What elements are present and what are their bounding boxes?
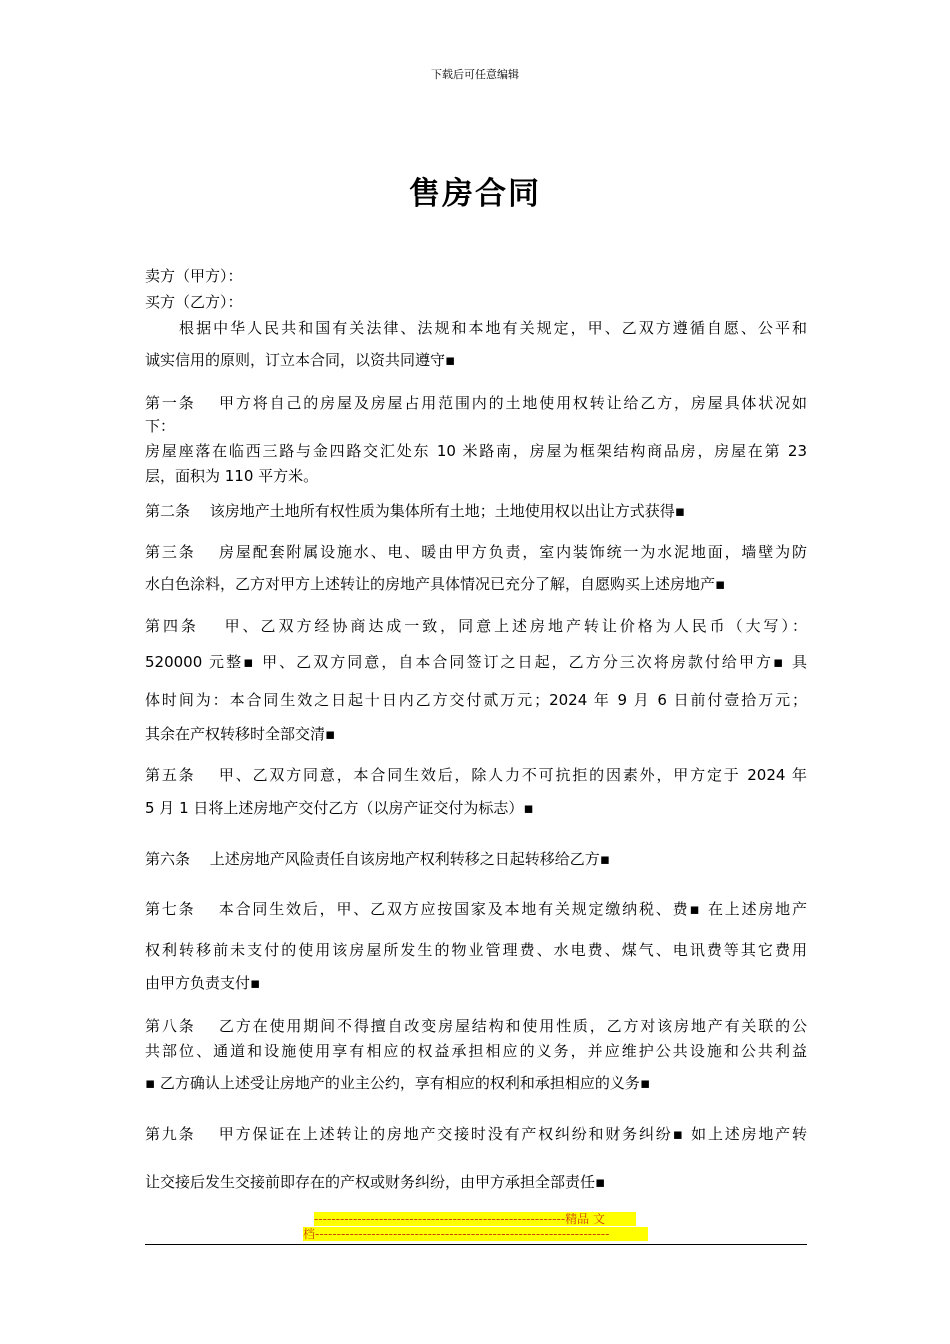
article-9-line-2: 让交接后发生交接前即存在的产权或财务纠纷，由甲方承担全部责任▪ xyxy=(145,1173,606,1191)
article-6-line-1: 第六条 上述房地产风险责任自该房地产权利转移之日起转移给乙方▪ xyxy=(145,850,610,868)
footer-watermark-line-2: 档-------------------------------------------------------------------- xyxy=(303,1227,648,1241)
article-1-line-4: 层，面积为 110 平方米。 xyxy=(145,467,319,485)
page-header: 下载后可任意编辑 xyxy=(431,68,519,81)
article-2-line-1: 第二条 该房地产土地所有权性质为集体所有土地；土地使用权以出让方式获得▪ xyxy=(145,502,685,520)
article-1-line-3: 房屋座落在临西三路与金四路交汇处东 10 米路南，房屋为框架结构商品房，房屋在第 23 xyxy=(145,442,807,460)
article-1-line-2: 下： xyxy=(145,417,176,435)
preamble-line-1: 根据中华人民共和国有关法律、法规和本地有关规定，甲、乙双方遵循自愿、公平和 xyxy=(145,319,807,337)
article-5-line-1: 第五条 甲、乙双方同意，本合同生效后，除人力不可抗拒的因素外，甲方定于 2024 年 xyxy=(145,766,807,784)
preamble-line-2: 诚实信用的原则，订立本合同，以资共同遵守▪ xyxy=(145,351,456,369)
article-7-line-2: 权利转移前未支付的使用该房屋所发生的物业管理费、水电费、煤气、电讯费等其它费用 xyxy=(145,941,807,959)
article-8-line-2: 共部位、通道和设施使用享有相应的权益承担相应的义务，并应维护公共设施和公共利益 xyxy=(145,1042,807,1060)
article-3-line-2: 水白色涂料，乙方对甲方上述转让的房地产具体情况已充分了解，自愿购买上述房地产▪ xyxy=(145,575,726,593)
article-3-line-1: 第三条 房屋配套附属设施水、电、暖由甲方负责，室内装饰统一为水泥地面，墙壁为防 xyxy=(145,543,807,561)
article-8-line-1: 第八条 乙方在使用期间不得擅自改变房屋结构和使用性质，乙方对该房地产有关联的公 xyxy=(145,1017,807,1035)
article-4-line-2: 520000 元整▪ 甲、乙双方同意，自本合同签订之日起，乙方分三次将房款付给甲方▪ 具 xyxy=(145,653,807,671)
seller-line: 卖方（甲方）： xyxy=(145,267,243,285)
article-4-line-3: 体时间为：本合同生效之日起十日内乙方交付贰万元；2024 年 9 月 6 日前付壹拾万元； xyxy=(145,691,807,709)
article-5-line-2: 5 月 1 日将上述房地产交付乙方（以房产证交付为标志）▪ xyxy=(145,799,534,817)
footer-rule xyxy=(145,1244,807,1245)
article-4-line-4: 其余在产权转移时全部交清▪ xyxy=(145,725,336,743)
article-8-line-3: ▪ 乙方确认上述受让房地产的业主公约，享有相应的权利和承担相应的义务▪ xyxy=(145,1074,651,1092)
article-4-line-1: 第四条 甲、乙双方经协商达成一致，同意上述房地产转让价格为人民币（大写）： xyxy=(145,617,807,635)
article-7-line-3: 由甲方负责支付▪ xyxy=(145,974,261,992)
article-9-line-1: 第九条 甲方保证在上述转让的房地产交接时没有产权纠纷和财务纠纷▪ 如上述房地产转 xyxy=(145,1125,807,1143)
footer-watermark-line-1: ----------------------------------------------------------精品 文 xyxy=(314,1212,636,1226)
article-7-line-1: 第七条 本合同生效后，甲、乙双方应按国家及本地有关规定缴纳税、费▪ 在上述房地产 xyxy=(145,900,807,918)
document-title: 售房合同 xyxy=(409,176,541,212)
article-1-line-1: 第一条 甲方将自己的房屋及房屋占用范围内的土地使用权转让给乙方，房屋具体状况如 xyxy=(145,394,807,412)
buyer-line: 买方（乙方）： xyxy=(145,293,243,311)
